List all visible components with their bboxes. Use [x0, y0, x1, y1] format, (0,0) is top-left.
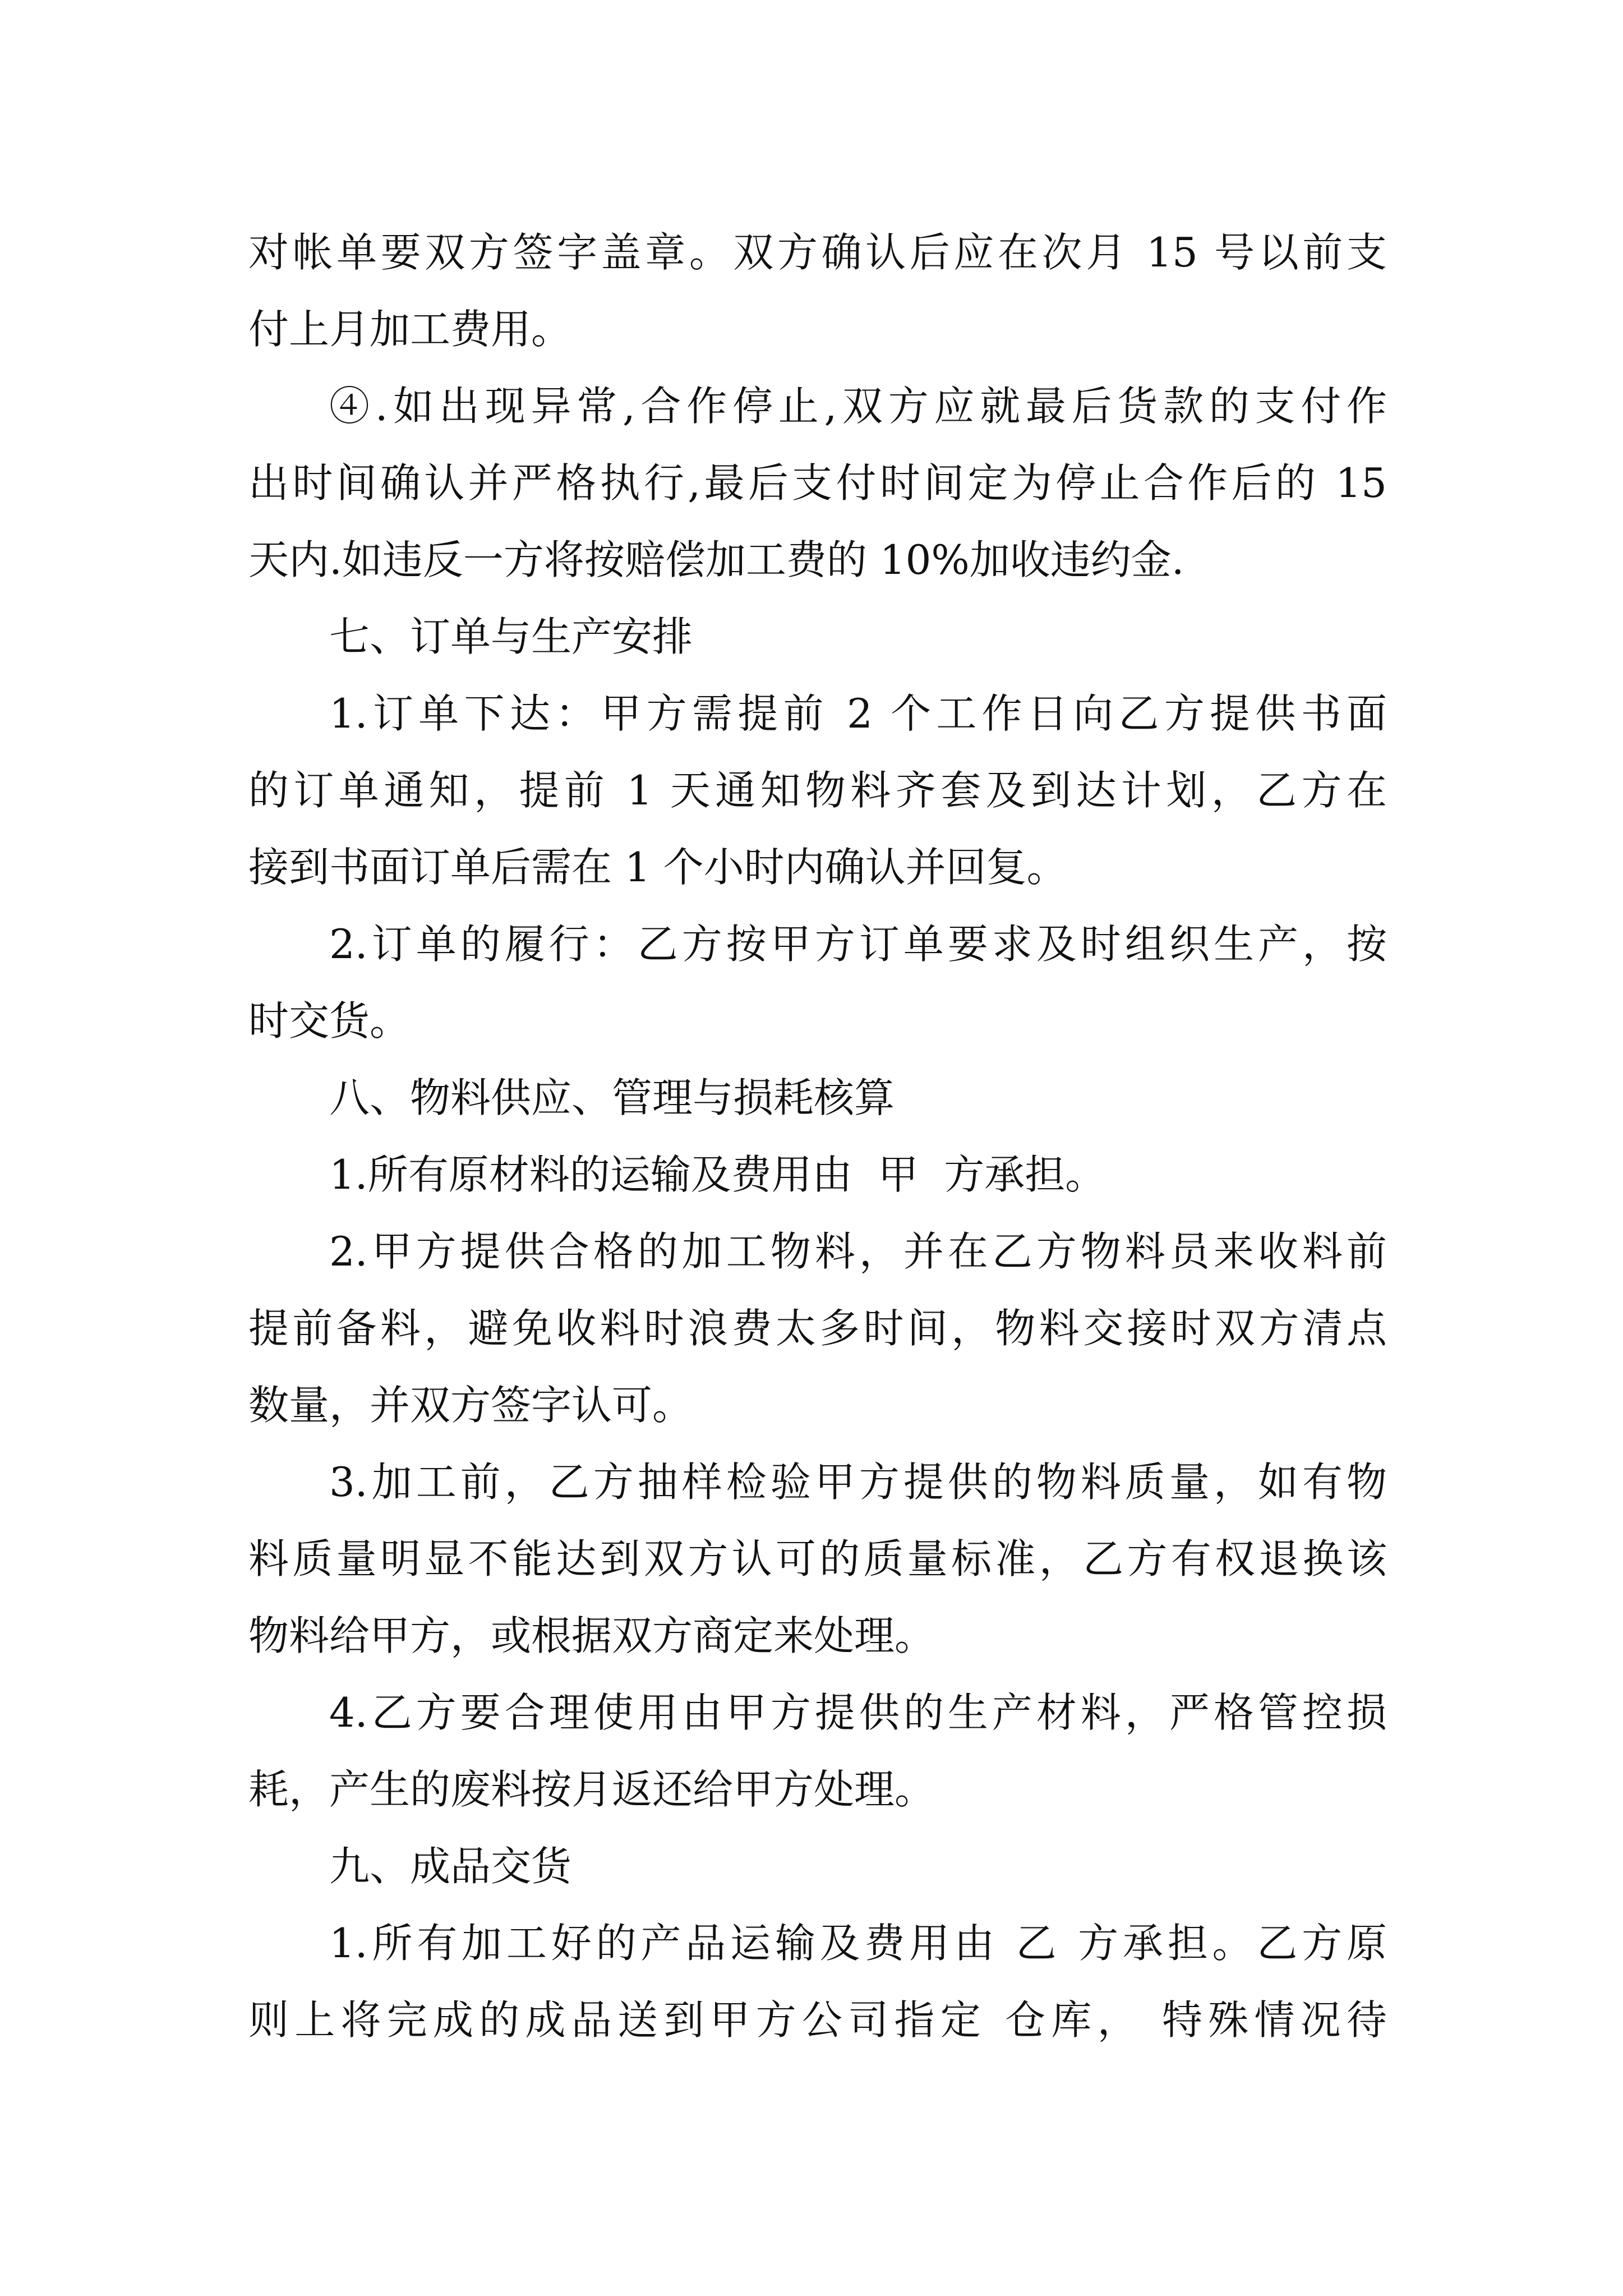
- text-line: 2.甲方提供合格的加工物料，并在乙方物料员来收料前: [329, 1228, 1387, 1275]
- text-line: 2.订单的履行：乙方按甲方订单要求及时组织生产，按: [329, 921, 1387, 968]
- section-heading: 七、订单与生产安排: [329, 613, 693, 660]
- text-line: ④.如出现异常,合作停止,双方应就最后货款的支付作: [329, 383, 1387, 430]
- text-line: 耗，产生的废料按月返还给甲方处理。: [248, 1766, 935, 1813]
- text-line: 的订单通知，提前 1 天通知物料齐套及到达计划，乙方在: [248, 767, 1387, 814]
- text-line: 1.所有原材料的运输及费用由 甲 方承担。: [329, 1151, 1106, 1198]
- text-line: 时交货。: [248, 997, 411, 1045]
- text-line: 出时间确认并严格执行,最后支付时间定为停止合作后的 15: [248, 459, 1387, 507]
- text-line: 3.加工前，乙方抽样检验甲方提供的物料质量，如有物: [329, 1458, 1387, 1506]
- text-line: 对帐单要双方签字盖章。双方确认后应在次月 15 号以前支: [248, 229, 1387, 276]
- text-line: 1.所有加工好的产品运输及费用由 乙 方承担。乙方原: [329, 1920, 1387, 1967]
- document-body: [248, 214, 1387, 2059]
- text-line: 物料给甲方，或根据双方商定来处理。: [248, 1612, 935, 1659]
- text-line: 天内.如违反一方将按赔偿加工费的 10%加收违约金.: [248, 536, 1184, 583]
- section-heading: 九、成品交货: [329, 1843, 572, 1890]
- text-line: 付上月加工费用。: [248, 306, 572, 353]
- text-line: 则上将完成的成品送到甲方公司指定 仓库， 特殊情况待: [248, 1996, 1387, 2044]
- text-line: 提前备料，避免收料时浪费太多时间，物料交接时双方清点: [248, 1305, 1387, 1352]
- section-heading: 八、物料供应、管理与损耗核算: [329, 1074, 895, 1121]
- text-line: 数量，并双方签字认可。: [248, 1382, 693, 1429]
- text-line: 接到书面订单后需在 1 个小时内确认并回复。: [248, 844, 1067, 891]
- text-line: 4.乙方要合理使用由甲方提供的生产材料，严格管控损: [329, 1689, 1387, 1736]
- text-line: 料质量明显不能达到双方认可的质量标准，乙方有权退换该: [248, 1535, 1387, 1582]
- text-line: 1.订单下达：甲方需提前 2 个工作日向乙方提供书面: [329, 690, 1387, 737]
